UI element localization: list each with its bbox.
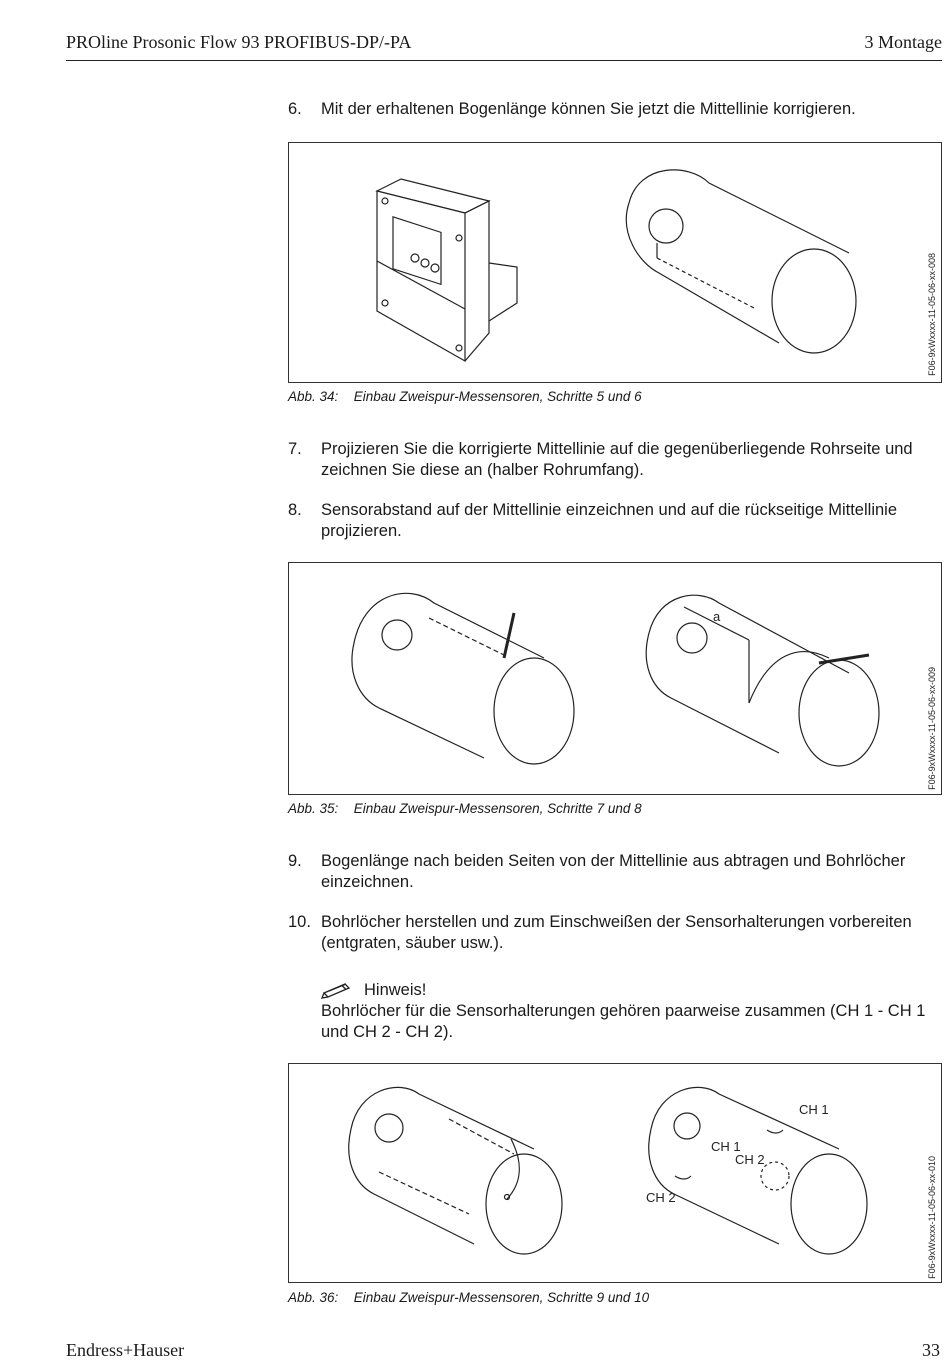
pipe-drawing-right [649,1087,867,1254]
step-number: 9. [288,852,302,870]
caption-label: Abb. 35: [288,801,339,816]
pencil-icon [321,981,355,999]
brand-logo-text: Endress+Hauser [66,1340,185,1360]
caption-label: Abb. 36: [288,1290,339,1305]
step-number: 8. [288,501,302,519]
figure-36-caption [288,1290,649,1305]
note-box [321,980,941,1043]
page-number: 33 [922,1340,940,1360]
pipe-drawing-left [349,1087,562,1254]
step-text: Sensorabstand auf der Mittellinie einzeichnen und auf die rückseitige Mittellinie projizieren. [321,501,898,540]
step-9 [288,851,940,893]
figure-34-caption [288,389,642,404]
figure-36-illustration [289,1064,941,1282]
step-text: Bohrlöcher herstellen und zum Einschweißen der Sensorhalterungen vorbereiten (entgraten, säuber usw.). [321,913,912,952]
caption-text: Einbau Zweispur-Messensoren, Schritte 5 und 6 [353,389,642,404]
document-title: PROline Prosonic Flow 93 PROFIBUS-DP/-PA [66,32,412,52]
transmitter-housing-drawing [377,179,517,361]
caption-label: Abb. 34: [288,389,339,404]
label-ch2-bottom: CH 2 [646,1190,676,1205]
section-title: 3 Montage [864,32,942,52]
figure-35-caption [288,801,642,816]
figure-36 [288,1063,942,1283]
label-ch1-top: CH 1 [799,1102,829,1117]
note-text: Bohrlöcher für die Sensorhalterungen gehören paarweise zusammen (CH 1 - CH 1 und CH 2 - CH 2). [321,1002,926,1041]
label-ch2: CH 2 [735,1152,765,1167]
step-text: Mit der erhaltenen Bogenlänge können Sie jetzt die Mittellinie korrigieren. [321,100,856,118]
step-text: Projizieren Sie die korrigierte Mittellinie auf die gegenüberliegende Rohrseite und zeichnen Sie diese an (halber Rohrumfang). [321,440,913,479]
step-text: Bogenlänge nach beiden Seiten von der Mittellinie aus abtragen und Bohrlöcher einzeichnen. [321,852,906,891]
figure-34 [288,142,942,383]
figure-35 [288,562,942,795]
step-number: 10. [288,913,311,931]
figure-id: F06-9xWxxxx-11-05-06-xx-010 [927,1156,937,1279]
page-header [66,32,942,61]
caption-text: Einbau Zweispur-Messensoren, Schritte 7 und 8 [353,801,642,816]
note-title: Hinweis! [364,981,427,999]
pipe-drawing-1 [626,170,856,353]
step-number: 6. [288,100,302,118]
caption-text: Einbau Zweispur-Messensoren, Schritte 9 und 10 [353,1290,650,1305]
step-6 [288,99,940,120]
step-7 [288,439,940,481]
figure-id: F06-9xWxxxx-11-05-06-xx-008 [927,253,937,376]
step-number: 7. [288,440,302,458]
distance-label-a: a [713,609,721,624]
pipe-drawing-left [352,593,574,764]
step-10 [288,912,940,954]
figure-34-illustration [289,143,941,382]
pipe-drawing-right [646,595,879,766]
label-ch1: CH 1 [711,1139,741,1154]
step-8 [288,500,940,542]
figure-id: F06-9xWxxxx-11-05-06-xx-009 [927,667,937,790]
figure-35-illustration [289,563,941,794]
